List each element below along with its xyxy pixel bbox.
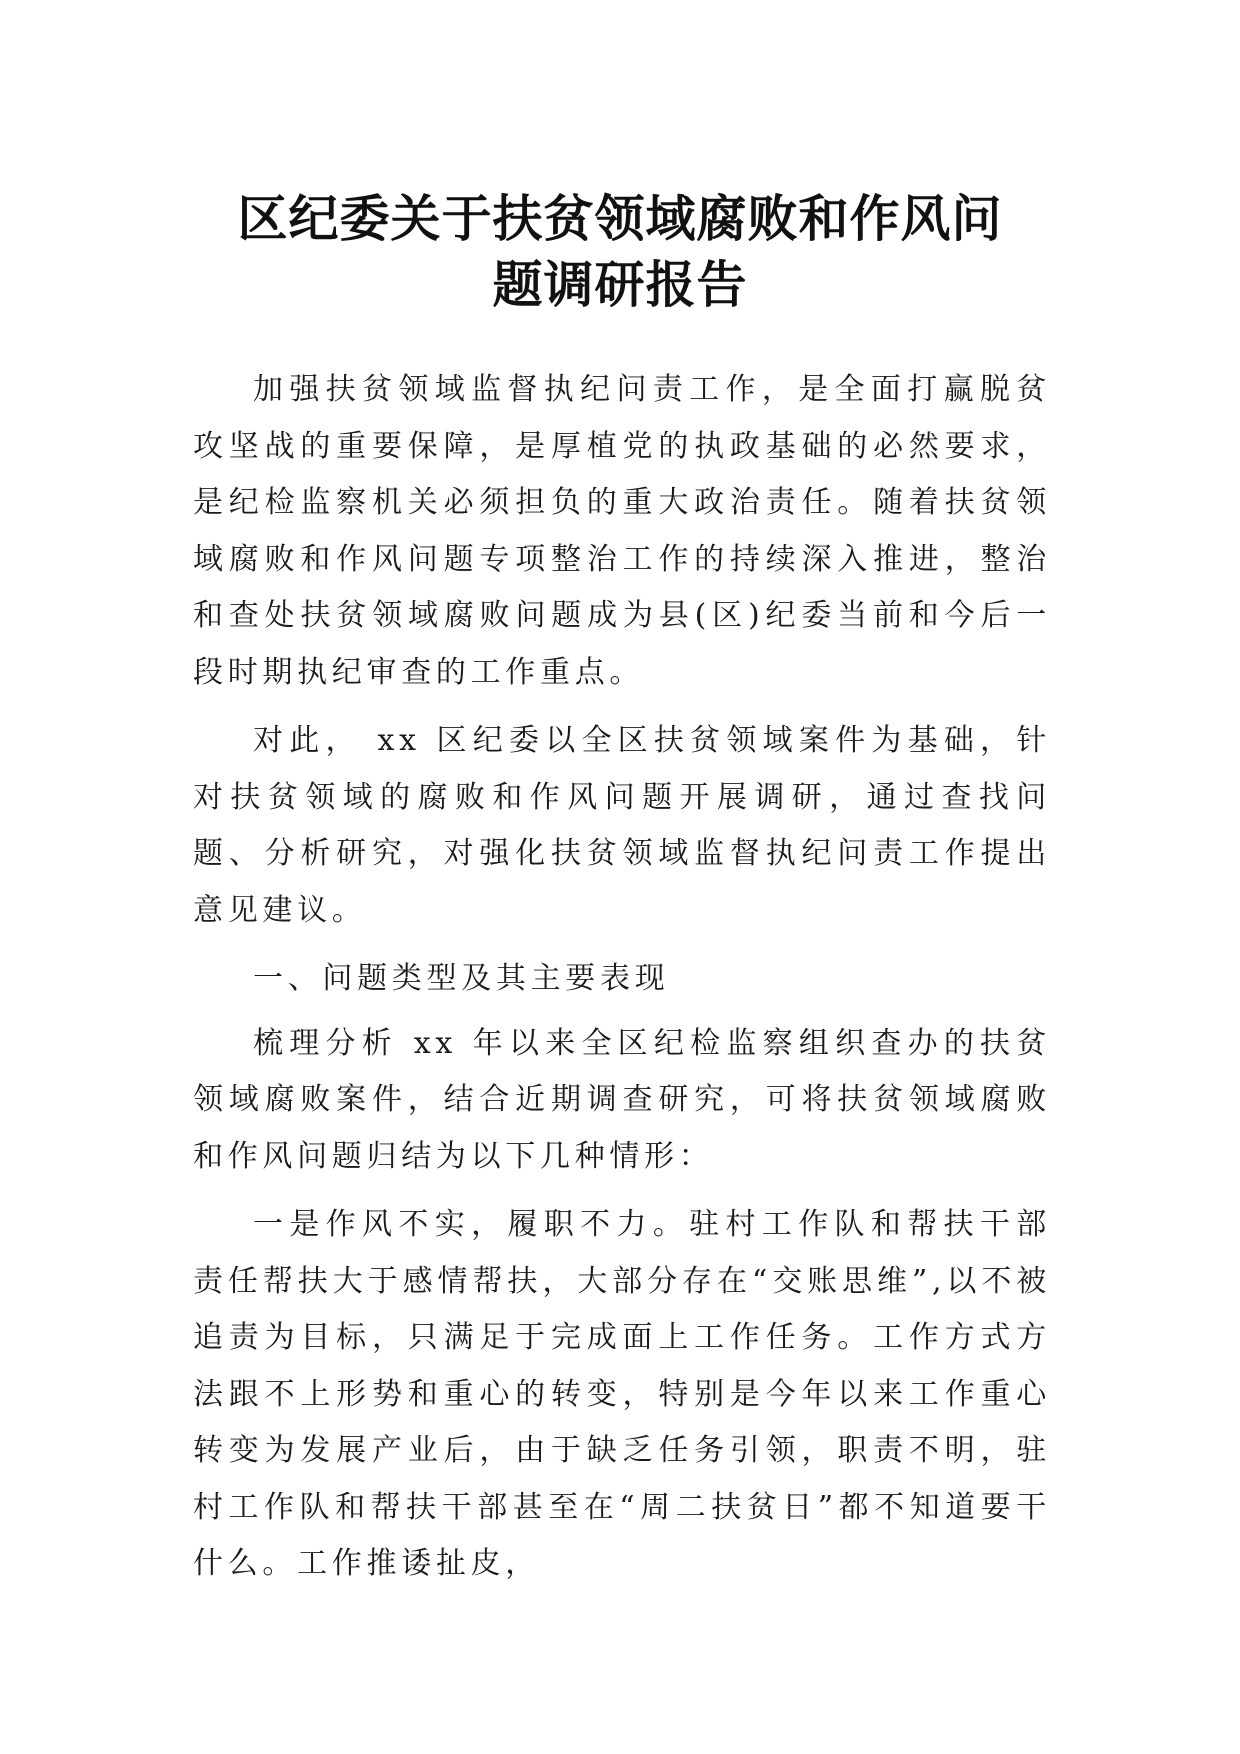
paragraph-analysis: 梳理分析 xx 年以来全区纪检监察组织查办的扶贫领域腐败案件，结合近期调查研究，可将扶贫领域腐败和作风问题归结为以下几种情形：	[193, 1025, 1051, 1174]
document-title	[150, 186, 1090, 318]
paragraph-purpose: 对此， xx 区纪委以全区扶贫领域案件为基础，针对扶贫领域的腐败和作风问题开展调研，通过查找问题、分析研究，对强化扶贫领域监督执纪问责工作提出意见建议。	[193, 723, 1051, 928]
document-body	[193, 362, 1051, 1605]
paragraph-intro: 加强扶贫领域监督执纪问责工作，是全面打赢脱贫攻坚战的重要保障，是厚植党的执政基础的必然要求，是纪检监察机关必须担负的重大政治责任。随着扶贫领域腐败和作风问题专项整治工作的持续深入推进，整治和查处扶贫领域腐败问题成为县(区)纪委当前和今后一段时期执纪审查的工作重点。	[193, 372, 1051, 690]
section-heading: 一、问题类型及其主要表现	[253, 961, 670, 996]
title-line-2: 题调研报告	[492, 256, 748, 314]
title-line-1: 区纪委关于扶贫领域腐败和作风问	[237, 190, 1003, 248]
paragraph-issue-1: 一是作风不实，履职不力。驻村工作队和帮扶干部责任帮扶大于感情帮扶，大部分存在“交账思维”,以不被追责为目标，只满足于完成面上工作任务。工作方式方法跟不上形势和重心的转变，特别是今年以来工作重心转变为发展产业后，由于缺乏任务引领，职责不明，驻村工作队和帮扶干部甚至在“周二扶贫日”都不知道要干什么。工作推诿扯皮，	[193, 1207, 1051, 1581]
